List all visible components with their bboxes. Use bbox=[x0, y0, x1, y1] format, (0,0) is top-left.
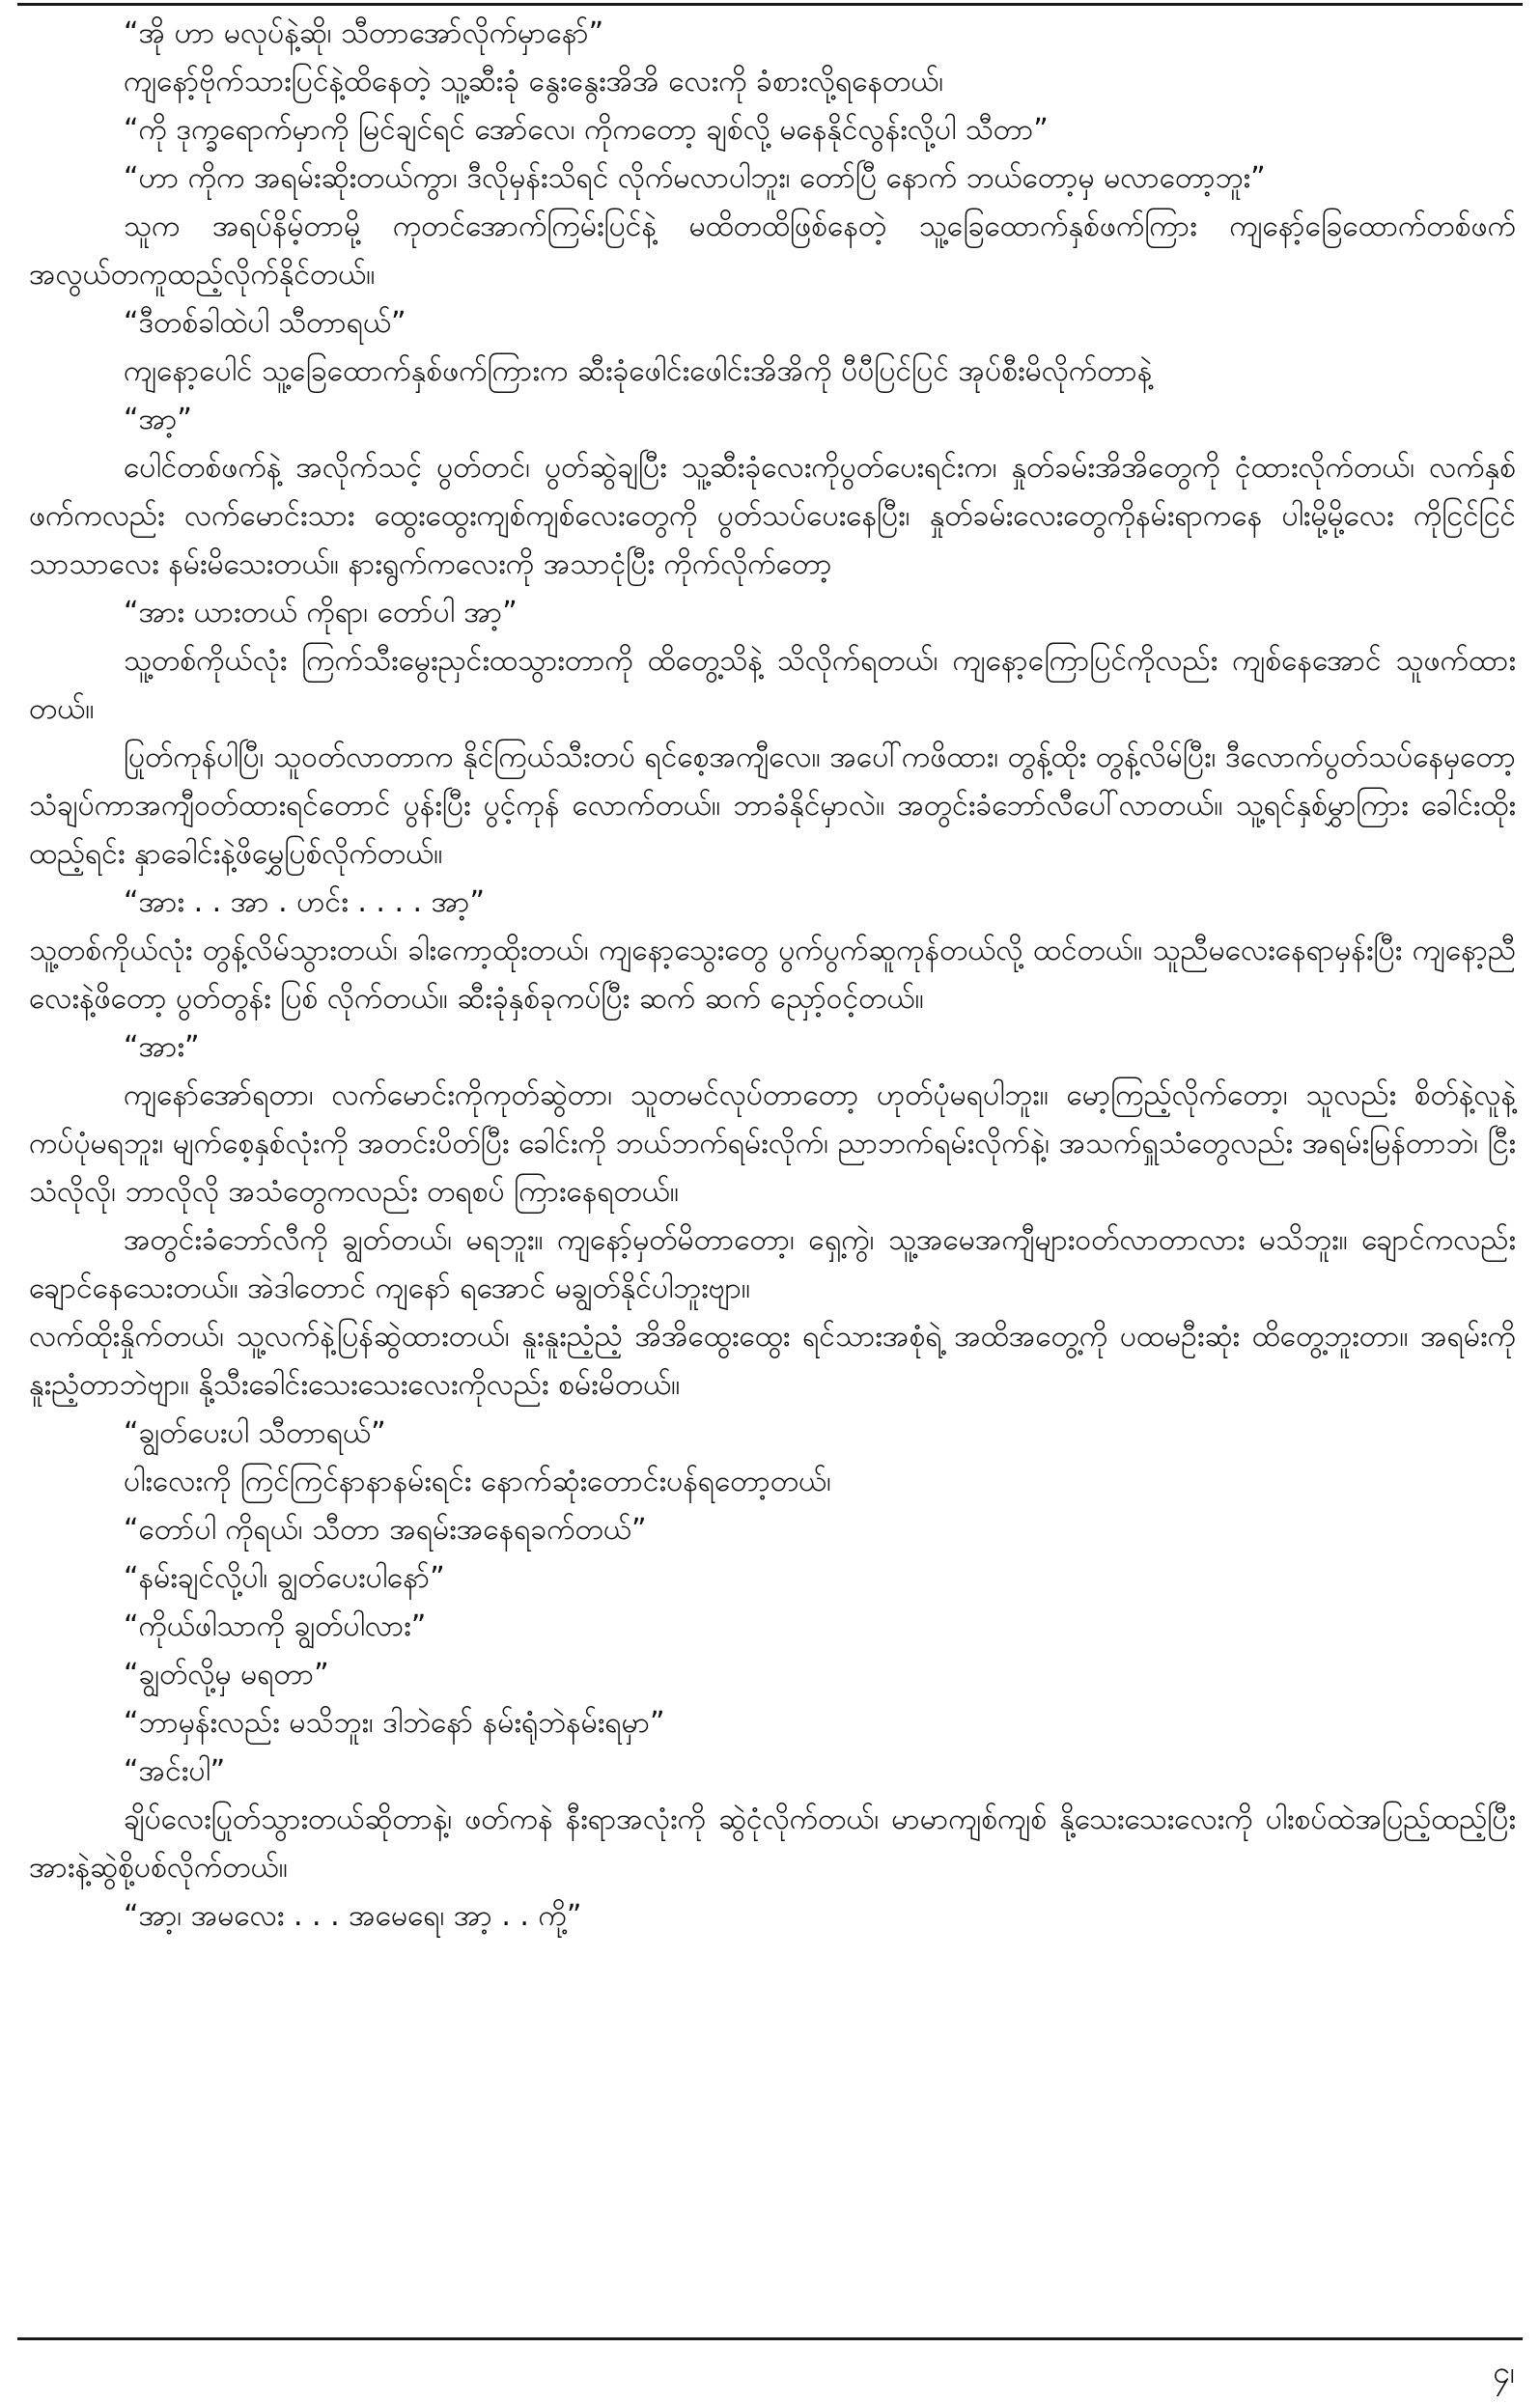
paragraph: အတွင်းခံဘော်လီကို ချွတ်တယ်၊ မရဘူး။ ကျနော့်မှတ်မိတာတော့၊ ရှေ့ကွဲ၊ သူ့အမေအကျီများဝတ်လာတာလား မသိဘူး။ ချောင်ကလည်း ချောင်နေသေးတယ်။ အဲဒါတောင် ကျနော် ရအောင် မချွတ်နိုင်ပါဘူးဗျာ။ bbox=[29, 1223, 1516, 1305]
body-text bbox=[29, 10, 1516, 1941]
paragraph: သူ့တစ်ကိုယ်လုံး ကြက်သီးမွေးညှင်းထသွားတာကို ထိတွေ့သိနဲ့ သိလိုက်ရတယ်၊ ကျနော့ကြောပြင်ကိုလည်း ကျစ်နေအောင် သူဖက်ထားတယ်။ bbox=[29, 644, 1516, 726]
paragraph: “ချွတ်လို့မှ မရတာ” bbox=[124, 1658, 329, 1691]
paragraph: “ဟာ ကိုက အရမ်းဆိုးတယ်ကွာ၊ ဒီလိုမှန်းသိရင် လိုက်မလာပါဘူး၊ တော်ပြီ နောက် ဘယ်တော့မှ မလာတော့ဘူး” bbox=[124, 161, 1266, 195]
paragraph: သူ့တစ်ကိုယ်လုံး တွန့်လိမ်သွားတယ်၊ ခါးကော့ထိုးတယ်၊ ကျနော့သွေးတွေ ပွက်ပွက်ဆူကုန်တယ်လို့ ထင်တယ်။ သူညီမလေးနေရာမှန်းပြီး ကျနော့ညီလေးနဲ့ဖိတော့ ပွတ်တွန်း ပြစ် လိုက်တယ်။ ဆီးခုံနှစ်ခုကပ်ပြီး ဆက် ဆက် ညှော့်ဝင့်တယ်။ bbox=[29, 934, 1516, 1016]
paragraph: “အင်းပါ” bbox=[124, 1754, 226, 1788]
paragraph: “တော်ပါ ကိုရယ်၊ သီတာ အရမ်းအနေရခက်တယ်” bbox=[124, 1513, 647, 1547]
paragraph: “ဘာမှန်းလည်း မသိဘူး၊ ဒါဘဲနော် နမ်းရုံဘဲနမ်းရမှာ” bbox=[124, 1706, 665, 1740]
paragraph: ပါးလေးကို ကြင်ကြင်နာနာနမ်းရင်း နောက်ဆုံးတောင်းပန်ရတော့တယ်၊ bbox=[124, 1465, 831, 1498]
paragraph: “အား” bbox=[124, 1030, 200, 1064]
paragraph: သူက အရပ်နိမ့်တာမို့ ကုတင်အောက်ကြမ်းပြင်နဲ့ မထိတထိဖြစ်နေတဲ့ သူ့ခြေထောက်နှစ်ဖက်ကြား ကျနော့်ခြေထောက်တစ်ဖက် အလွယ်တကူထည့်လိုက်နိုင်တယ်။ bbox=[29, 210, 1516, 292]
paragraph: “အား . . အာ . ဟင်း . . . . အာ့” bbox=[124, 885, 486, 919]
paragraph: ကျနော့်ဗိုက်သားပြင်နဲ့ထိနေတဲ့ သူ့ဆီးခုံ နွေးနွေးအိအိ လေးကို ခံစားလို့ရနေတယ်၊ bbox=[124, 65, 944, 98]
paragraph: ပေါင်တစ်ဖက်နဲ့ အလိုက်သင့် ပွတ်တင်၊ ပွတ်ဆွဲချပြီး သူ့ဆီးခုံလေးကိုပွတ်ပေးရင်းက၊ နှုတ်ခမ်းအိအိတွေကို ငုံထားလိုက်တယ်၊ လက်နှစ်ဖက်ကလည်း လက်မောင်းသား ထွေးထွေးကျစ်ကျစ်လေးတွေကို ပွတ်သပ်ပေးနေပြီး၊ နှုတ်ခမ်းလေးတွေကိုနမ်းရာကနေ ပါးမို့မို့လေး ကိုငြင်ငြင်သာသာလေး နမ်းမိသေးတယ်။ နားရွက်ကလေးကို အသာငုံပြီး ကိုက်လိုက်တော့ bbox=[29, 451, 1516, 581]
paragraph: “အာ့၊ အမလေး . . . အမေရေ၊ အာ့ . . ကို့” bbox=[124, 1899, 582, 1933]
page-number: ၄၊ bbox=[1492, 2354, 1515, 2390]
top-rule bbox=[17, 3, 1523, 6]
paragraph: ချိပ်လေးပြုတ်သွားတယ်ဆိုတာနဲ့၊ ဖတ်ကနဲ နီးရာအလုံးကို ဆွဲငုံလိုက်တယ်၊ မာမာကျစ်ကျစ် နို့သေးသေးလေးကို ပါးစပ်ထဲအပြည့်ထည့်ပြီး အားနဲ့ဆွဲစို့ပစ်လိုက်တယ်။ bbox=[29, 1803, 1516, 1885]
paragraph: ကျနော်အော်ရတာ၊ လက်မောင်းကိုကုတ်ဆွဲတာ၊ သူတမင်လုပ်တာတော့ ဟုတ်ပုံမရပါဘူး။ မော့ကြည့်လိုက်တော့၊ သူလည်း စိတ်နဲ့လူနဲ့ ကပ်ပုံမရဘူး၊ မျက်စေ့နှစ်လုံးကို အတင်းပိတ်ပြီး ခေါင်းကို ဘယ်ဘက်ရမ်းလိုက်၊ ညာဘက်ရမ်းလိုက်နဲ့၊ အသက်ရှူသံတွေလည်း အရမ်းမြန်တာဘဲ၊ ငြီးသံလိုလို၊ ဘာလိုလို အသံတွေကလည်း တရစပ် ကြားနေရတယ်။ bbox=[29, 1078, 1516, 1209]
bottom-rule bbox=[17, 2337, 1523, 2340]
paragraph: “ချွတ်ပေးပါ သီတာရယ်” bbox=[124, 1416, 386, 1450]
paragraph: ပြုတ်ကုန်ပါပြီ၊ သူဝတ်လာတာက နိုင်ကြယ်သီးတပ် ရင်စေ့အကျီလေ။ အပေါ်ကဖိထား၊ တွန့်ထိုး တွန့်လိမ်ပြီး၊ ဒီလောက်ပွတ်သပ်နေမှတော့ သံချပ်ကာအကျီဝတ်ထားရင်တောင် ပွန်းပြီး ပွင့်ကုန် လောက်တယ်။ ဘာခံနိုင်မှာလဲ။ အတွင်းခံဘော်လီပေါ်လာတယ်။ သူ့ရင်နှစ်မွှာကြား ခေါင်းထိုးထည့်ရင်း နှာခေါင်းနဲ့ဖိမွှေပြစ်လိုက်တယ်။ bbox=[29, 741, 1516, 871]
paragraph: “အို ဟာ မလုပ်နဲ့ဆို၊ သီတာအော်လိုက်မှာနော်” bbox=[124, 16, 604, 50]
paragraph: “အား ယားတယ် ကိုရာ၊ တော်ပါ အာ့” bbox=[124, 596, 518, 629]
paragraph: “ဒီတစ်ခါထဲပါ သီတာရယ်” bbox=[124, 306, 406, 340]
paragraph: “ကိုယ်ဖါသာကို ချွတ်ပါလား” bbox=[124, 1609, 427, 1643]
paragraph: “ကို ဒုက္ခရောက်မှာကို မြင်ချင်ရင် အော်လေ၊ ကိုကတော့ ချစ်လို့ မနေနိုင်လွန်းလို့ပါ သီတာ” bbox=[124, 113, 1049, 147]
paragraph: “နမ်းချင်လို့ပါ၊ ချွတ်ပေးပါနော်” bbox=[124, 1561, 445, 1595]
paragraph: ကျနော့ပေါင် သူ့ခြေထောက်နှစ်ဖက်ကြားက ဆီးခုံဖေါင်းဖေါင်းအိအိကို ပီပီပြင်ပြင် အုပ်စီးမိလိုက်တာနဲ့ bbox=[124, 354, 1153, 388]
paragraph: “အာ့” bbox=[124, 403, 192, 436]
paragraph: လက်ထိုးနှိုက်တယ်၊ သူ့လက်နဲ့ပြန်ဆွဲထားတယ်၊ နူးနူးညံ့ညံ့ အိအိထွေးထွေး ရင်သားအစုံရဲ့ အထိအတွေ့ကို ပထမဦးဆုံး ထိတွေ့ဘူးတာ။ အရမ်းကို နူးညံ့တာဘဲဗျာ။ နို့သီးခေါင်းသေးသေးလေးကိုလည်း စမ်းမိတယ်။ bbox=[29, 1320, 1516, 1402]
